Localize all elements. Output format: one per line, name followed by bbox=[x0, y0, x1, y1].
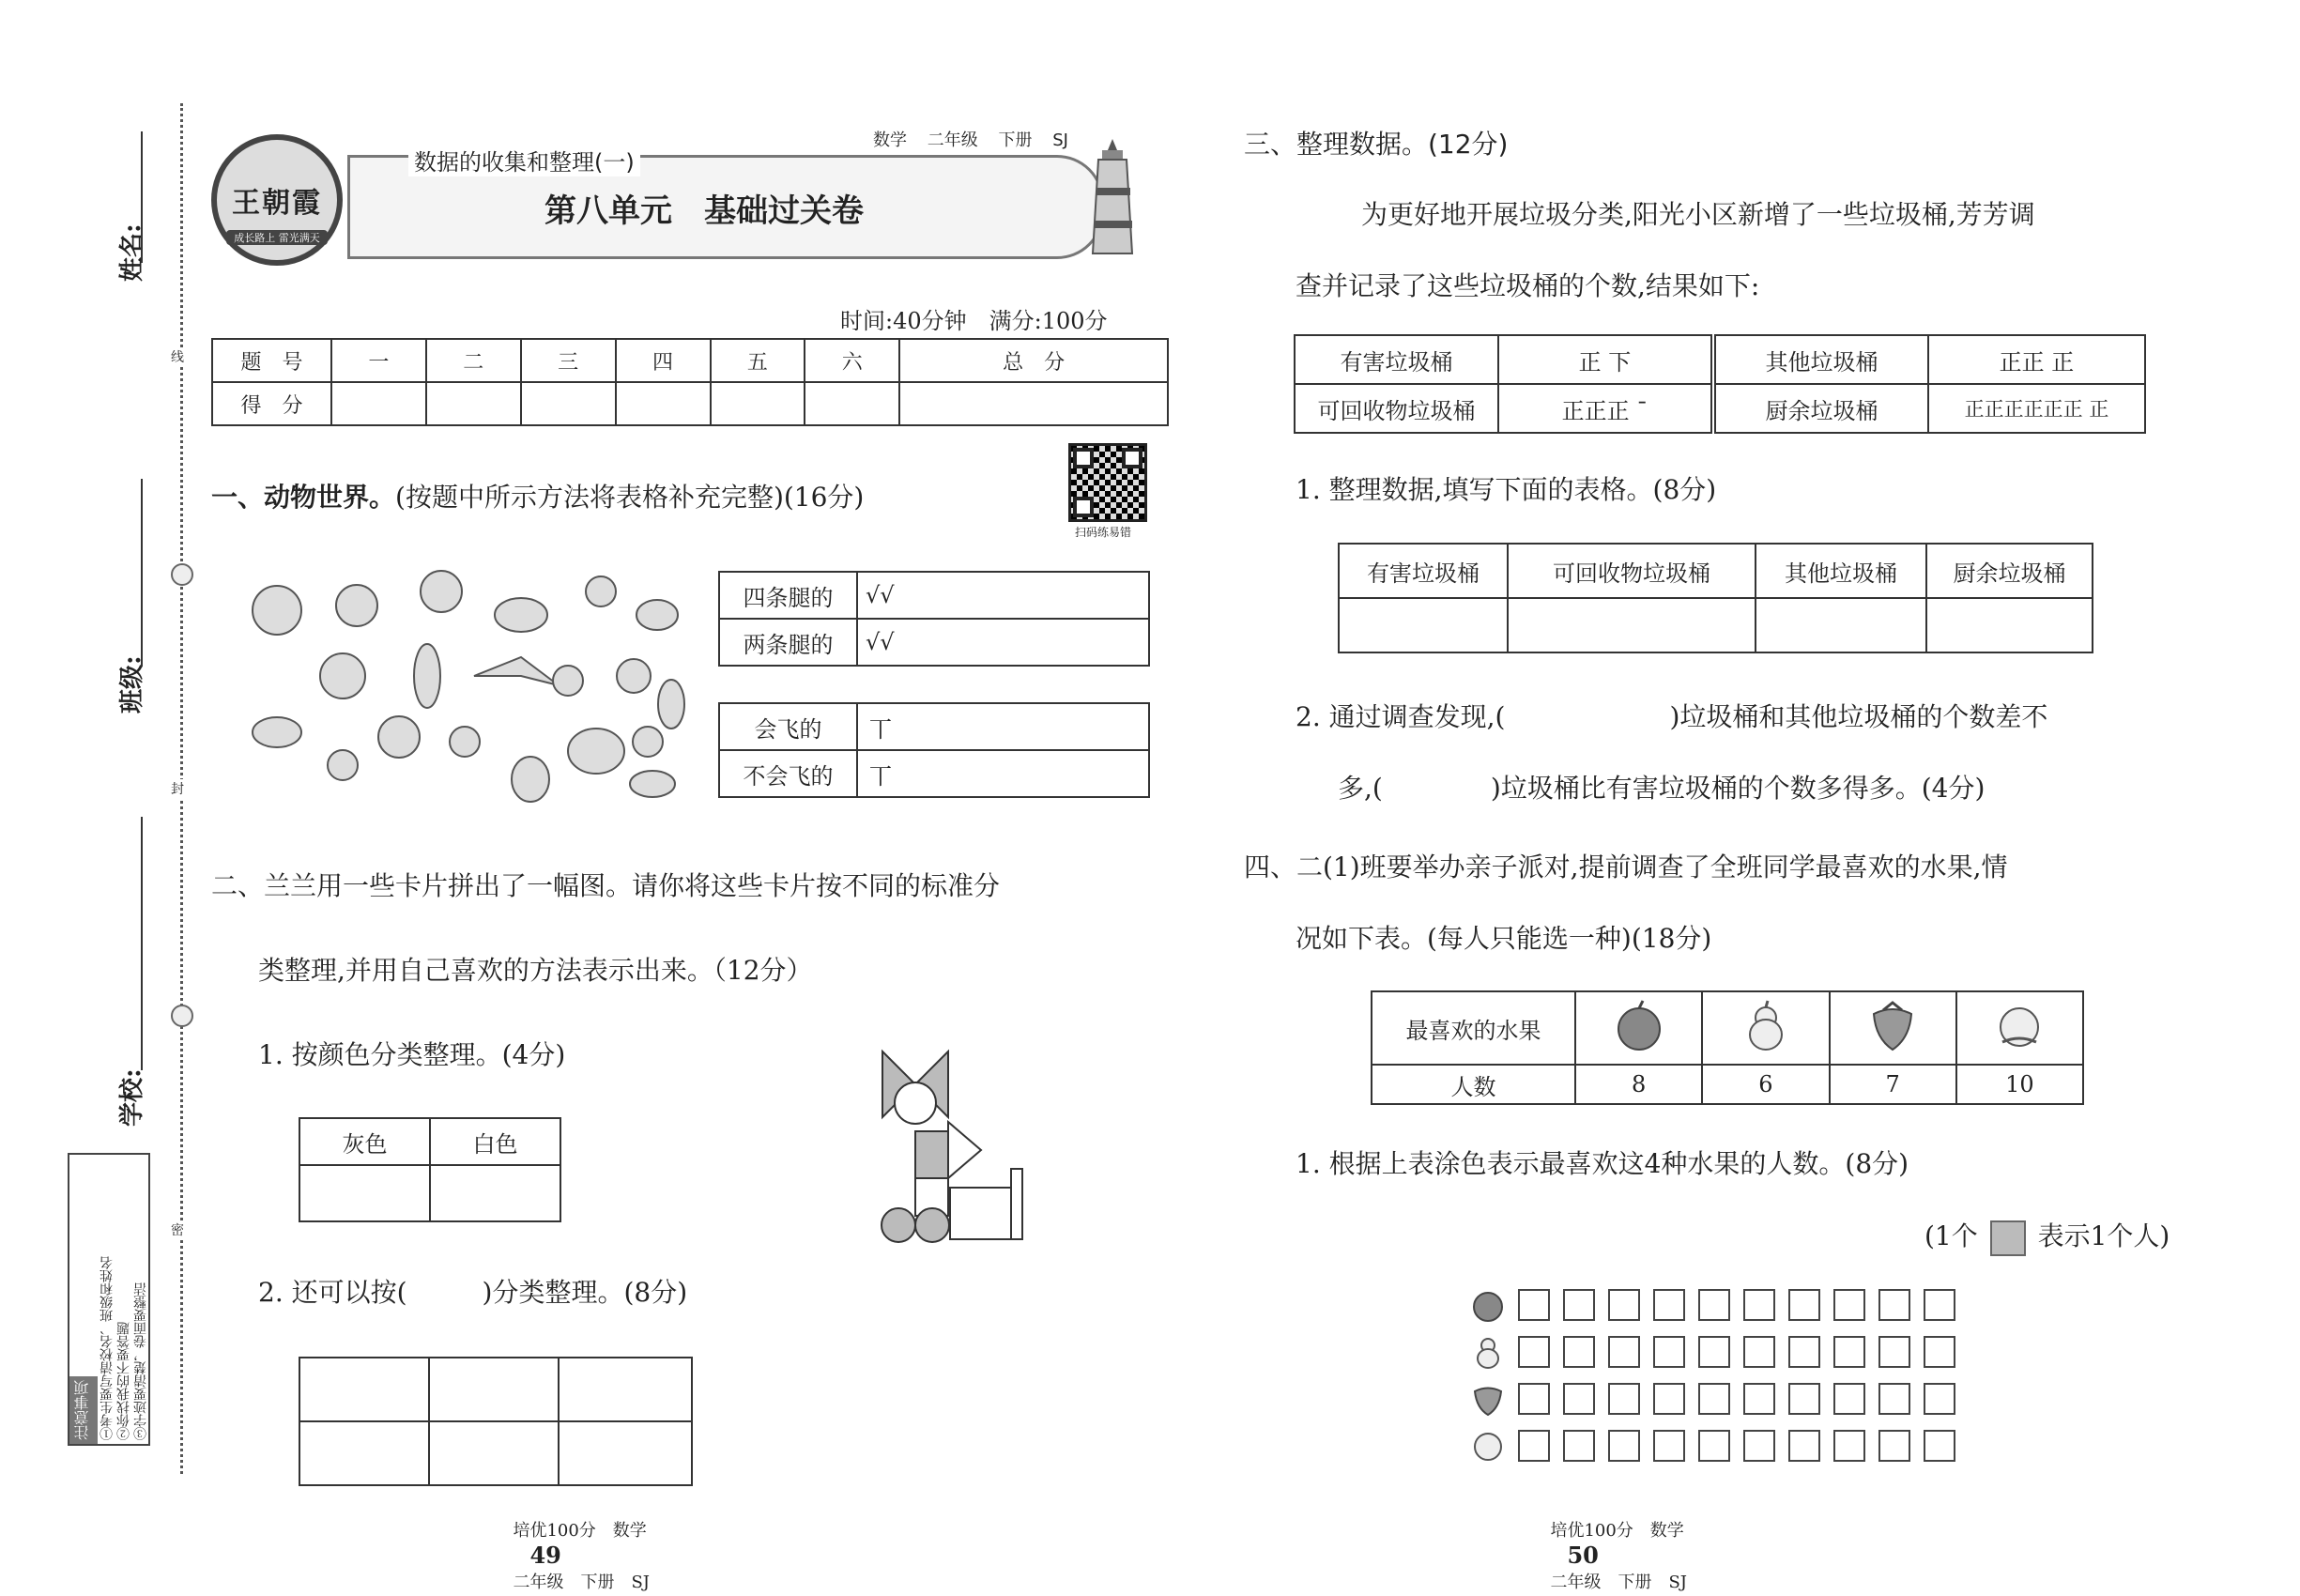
grid-cell[interactable] bbox=[1653, 1383, 1685, 1415]
grid-cell[interactable] bbox=[1698, 1383, 1730, 1415]
sort-answer-cell[interactable] bbox=[299, 1421, 429, 1485]
peach-icon bbox=[1469, 1427, 1507, 1465]
grid-cell[interactable] bbox=[1788, 1289, 1820, 1321]
q3-sub2-text-c: 多,( bbox=[1338, 773, 1383, 804]
legend-gray-square bbox=[1990, 1220, 2026, 1256]
grid-cell[interactable] bbox=[1788, 1383, 1820, 1415]
q4-title-line1: 四、二(1)班要举办亲子派对,提前调查了全班同学最喜欢的水果,情 bbox=[1244, 852, 2008, 882]
score-row-label: 得 分 bbox=[212, 382, 331, 425]
q1-heading bbox=[211, 477, 864, 514]
grid-cell[interactable] bbox=[1518, 1383, 1550, 1415]
q2-sub2-after: )分类整理。(8分) bbox=[482, 1277, 688, 1308]
pear-icon bbox=[1469, 1333, 1507, 1371]
time-and-score: 时间:40分钟 满分:100分 bbox=[840, 308, 1108, 334]
grid-cell[interactable] bbox=[1608, 1336, 1640, 1368]
legs-row-label: 两条腿的 bbox=[719, 619, 857, 666]
grid-cell[interactable] bbox=[1743, 1289, 1775, 1321]
pear-icon bbox=[1738, 997, 1794, 1053]
legs-table bbox=[718, 571, 1150, 667]
q3-sub2-text-d: )垃圾桶比有害垃圾桶的个数多得多。(4分) bbox=[1490, 773, 1986, 804]
sort-answer-cell[interactable] bbox=[429, 1358, 559, 1421]
tag-term: 下册 bbox=[998, 130, 1033, 150]
footer-right-text-b: 二年级 下册 SJ bbox=[1550, 1573, 1687, 1592]
sort-answer-cell[interactable] bbox=[299, 1358, 429, 1421]
animals-illustration bbox=[239, 554, 709, 807]
grid-cell[interactable] bbox=[1924, 1336, 1955, 1368]
fly-row-label: 会飞的 bbox=[719, 703, 857, 750]
bin-count-cell[interactable] bbox=[1926, 598, 2093, 652]
tag-subject: 数学 bbox=[873, 130, 907, 150]
count-row-label: 人数 bbox=[1372, 1065, 1575, 1104]
brand-name: 王朝霞 bbox=[232, 187, 322, 220]
grid-cell[interactable] bbox=[1698, 1430, 1730, 1462]
grid-cell[interactable] bbox=[1518, 1430, 1550, 1462]
score-header-cell: 二 bbox=[426, 339, 521, 382]
q1-title: 一、动物世界。 bbox=[211, 482, 396, 513]
notes-box bbox=[68, 1153, 150, 1446]
legs-tally[interactable]: √√ bbox=[857, 619, 1149, 666]
school-label: 学校: bbox=[118, 1068, 146, 1127]
score-input-cell[interactable] bbox=[426, 382, 521, 425]
bin-sort-table bbox=[1338, 543, 2093, 653]
tag-grade: 二年级 bbox=[927, 130, 978, 150]
tally-label: 有害垃圾桶 bbox=[1295, 335, 1498, 384]
qr-caption: 扫码练易错 bbox=[1075, 526, 1132, 539]
bin-header: 可回收物垃圾桶 bbox=[1508, 544, 1756, 598]
tally-marks: 正正正正正正 正 bbox=[1928, 384, 2145, 433]
grid-cell[interactable] bbox=[1743, 1383, 1775, 1415]
grid-cell[interactable] bbox=[1878, 1383, 1910, 1415]
q2-title-line1: 二、兰兰用一些卡片拼出了一幅图。请你将这些卡片按不同的标准分 bbox=[211, 870, 1001, 901]
grid-cell[interactable] bbox=[1653, 1336, 1685, 1368]
footer-left-text-b: 二年级 下册 SJ bbox=[513, 1573, 650, 1592]
score-input-cell[interactable] bbox=[899, 382, 1168, 425]
color-sort-table bbox=[299, 1117, 561, 1222]
score-header-cell: 总 分 bbox=[899, 339, 1168, 382]
grid-row-apple bbox=[1469, 1286, 1969, 1333]
tag-edition: SJ bbox=[1052, 130, 1068, 150]
notes-title: 注意事项 bbox=[69, 1376, 98, 1444]
cut-char-mi: 密 bbox=[171, 1220, 184, 1239]
legend-text-a: (1个 bbox=[1924, 1220, 1978, 1251]
tally-marks: 正正正 ˉ bbox=[1498, 384, 1713, 433]
grid-cell[interactable] bbox=[1698, 1289, 1730, 1321]
grid-cell[interactable] bbox=[1608, 1383, 1640, 1415]
grid-cell[interactable] bbox=[1563, 1289, 1595, 1321]
grid-cell[interactable] bbox=[1608, 1289, 1640, 1321]
grid-row-peach bbox=[1469, 1427, 1969, 1474]
count-peach: 10 bbox=[1956, 1065, 2083, 1104]
count-pear: 6 bbox=[1702, 1065, 1829, 1104]
q2-sub1: 1. 按颜色分类整理。(4分) bbox=[258, 1039, 566, 1070]
q3-sub2-text-b: )垃圾桶和其他垃圾桶的个数差不 bbox=[1669, 701, 2048, 732]
fruit-apple-cell bbox=[1575, 991, 1702, 1065]
color-header-gray: 灰色 bbox=[299, 1118, 430, 1165]
coloring-grid bbox=[1469, 1286, 1969, 1474]
tally-marks: 正 下 bbox=[1498, 335, 1713, 384]
tally-label: 可回收物垃圾桶 bbox=[1295, 384, 1498, 433]
q2-sub2-before: 2. 还可以按( bbox=[258, 1277, 407, 1308]
score-input-cell[interactable] bbox=[521, 382, 616, 425]
score-input-cell[interactable] bbox=[331, 382, 426, 425]
score-header-cell: 六 bbox=[805, 339, 899, 382]
grid-cell[interactable] bbox=[1924, 1289, 1955, 1321]
bin-header: 其他垃圾桶 bbox=[1756, 544, 1926, 598]
brand-slogan: 成长路上 雷光满天 bbox=[226, 230, 328, 245]
score-table bbox=[211, 338, 1169, 426]
footer-right bbox=[1540, 1497, 1687, 1593]
q3-sub2-line2 bbox=[1338, 768, 1985, 806]
fly-table bbox=[718, 702, 1150, 798]
color-answer-cell[interactable] bbox=[299, 1165, 430, 1221]
class-label: 班级: bbox=[118, 655, 146, 714]
note-1: ①考生要写清校名、班级和姓名 bbox=[100, 1256, 115, 1440]
count-apple: 8 bbox=[1575, 1065, 1702, 1104]
grid-legend bbox=[1924, 1216, 2170, 1256]
q2-title-line2: 类整理,并用自己喜欢的方法表示出来。（12分） bbox=[258, 955, 813, 986]
q3-sub2-line1 bbox=[1296, 697, 2047, 734]
sort-answer-cell[interactable] bbox=[429, 1421, 559, 1485]
legs-tally[interactable]: √√ bbox=[857, 572, 1149, 619]
other-sort-table bbox=[299, 1357, 693, 1486]
strawberry-icon bbox=[1469, 1380, 1507, 1418]
apple-icon bbox=[1469, 1286, 1507, 1324]
q3-intro-line1: 为更好地开展垃圾分类,阳光小区新增了一些垃圾桶,芳芳调 bbox=[1361, 199, 2035, 230]
grid-cell[interactable] bbox=[1518, 1336, 1550, 1368]
score-header-cell: 五 bbox=[711, 339, 805, 382]
q3-sub2-text-a: 2. 通过调查发现,( bbox=[1296, 701, 1506, 732]
grid-cell[interactable] bbox=[1788, 1430, 1820, 1462]
color-header-white: 白色 bbox=[430, 1118, 560, 1165]
legs-row-label: 四条腿的 bbox=[719, 572, 857, 619]
peach-icon bbox=[1991, 997, 2047, 1053]
bin-count-cell[interactable] bbox=[1508, 598, 1756, 652]
brand-logo bbox=[211, 134, 343, 266]
apple-icon bbox=[1611, 997, 1667, 1053]
grid-cell[interactable] bbox=[1518, 1289, 1550, 1321]
fruit-table bbox=[1371, 990, 2084, 1105]
fruit-row-label: 最喜欢的水果 bbox=[1372, 991, 1575, 1065]
fruit-pear-cell bbox=[1702, 991, 1829, 1065]
score-input-cell[interactable] bbox=[805, 382, 899, 425]
fruit-strawberry-cell bbox=[1830, 991, 1956, 1065]
fly-row-label: 不会飞的 bbox=[719, 750, 857, 797]
score-header-cell: 题 号 bbox=[212, 339, 331, 382]
footer-right-page: 50 bbox=[1567, 1542, 1599, 1569]
q3-sub1: 1. 整理数据,填写下面的表格。(8分) bbox=[1296, 474, 1717, 505]
score-header-cell: 四 bbox=[616, 339, 711, 382]
header-banner bbox=[207, 127, 1183, 268]
cut-char-feng: 封 bbox=[171, 779, 184, 798]
cut-char-xian: 线 bbox=[171, 347, 184, 366]
q3-title: 三、整理数据。(12分) bbox=[1244, 129, 1509, 160]
tally-marks: 正正 正 bbox=[1928, 335, 2145, 384]
footer-left-page: 49 bbox=[529, 1542, 561, 1569]
grid-cell[interactable] bbox=[1743, 1430, 1775, 1462]
fly-tally[interactable]: 丅 bbox=[857, 750, 1149, 797]
card-shapes-figure bbox=[878, 1047, 1028, 1249]
grid-cell[interactable] bbox=[1788, 1336, 1820, 1368]
name-label: 姓名: bbox=[118, 223, 146, 282]
note-3: ③字迹要清楚，卷面要整洁 bbox=[133, 1282, 148, 1440]
grid-cell[interactable] bbox=[1653, 1430, 1685, 1462]
grid-cell[interactable] bbox=[1698, 1336, 1730, 1368]
binding-margin bbox=[0, 0, 197, 1596]
sort-answer-cell[interactable] bbox=[559, 1421, 692, 1485]
grid-cell[interactable] bbox=[1563, 1336, 1595, 1368]
grid-cell[interactable] bbox=[1608, 1430, 1640, 1462]
q4-sub1: 1. 根据上表涂色表示最喜欢这4种水果的人数。(8分) bbox=[1296, 1148, 1909, 1179]
count-strawberry: 7 bbox=[1830, 1065, 1956, 1104]
footer-left bbox=[502, 1497, 650, 1593]
q2-sub2 bbox=[258, 1272, 687, 1310]
grid-cell[interactable] bbox=[1833, 1430, 1865, 1462]
grid-cell[interactable] bbox=[1878, 1289, 1910, 1321]
bin-header: 有害垃圾桶 bbox=[1339, 544, 1508, 598]
q3-intro-line2: 查并记录了这些垃圾桶的个数,结果如下: bbox=[1296, 270, 1760, 301]
subject-tags bbox=[873, 127, 1068, 151]
lighthouse-icon bbox=[1080, 131, 1145, 263]
fly-tally[interactable]: 丅 bbox=[857, 703, 1149, 750]
grid-row-pear bbox=[1469, 1333, 1969, 1380]
punch-hole bbox=[171, 563, 193, 586]
punch-hole bbox=[171, 1005, 193, 1027]
qr-code[interactable] bbox=[1068, 443, 1147, 522]
grid-cell[interactable] bbox=[1563, 1383, 1595, 1415]
grid-cell[interactable] bbox=[1833, 1383, 1865, 1415]
score-input-cell[interactable] bbox=[616, 382, 711, 425]
color-answer-cell[interactable] bbox=[430, 1165, 560, 1221]
q4-title-line2: 况如下表。(每人只能选一种)(18分) bbox=[1296, 923, 1712, 954]
school-field-line[interactable] bbox=[141, 817, 143, 1070]
grid-cell[interactable] bbox=[1653, 1289, 1685, 1321]
score-input-cell[interactable] bbox=[711, 382, 805, 425]
grid-cell[interactable] bbox=[1924, 1383, 1955, 1415]
sort-answer-cell[interactable] bbox=[559, 1358, 692, 1421]
footer-left-text-a: 培优100分 数学 bbox=[513, 1521, 647, 1541]
grid-cell[interactable] bbox=[1878, 1336, 1910, 1368]
name-field-line[interactable] bbox=[141, 131, 143, 263]
grid-cell[interactable] bbox=[1833, 1289, 1865, 1321]
score-header-cell: 三 bbox=[521, 339, 616, 382]
grid-cell[interactable] bbox=[1833, 1336, 1865, 1368]
page-title: 第八单元 基础过关卷 bbox=[544, 192, 864, 230]
bin-count-cell[interactable] bbox=[1756, 598, 1926, 652]
q1-desc: (按题中所示方法将表格补充完整)(16分) bbox=[395, 482, 865, 513]
fruit-peach-cell bbox=[1956, 991, 2083, 1065]
grid-cell[interactable] bbox=[1924, 1430, 1955, 1462]
tally-table bbox=[1294, 334, 2146, 434]
bin-header: 厨余垃圾桶 bbox=[1926, 544, 2093, 598]
bin-count-cell[interactable] bbox=[1339, 598, 1508, 652]
grid-cell[interactable] bbox=[1878, 1430, 1910, 1462]
class-field-line[interactable] bbox=[141, 479, 143, 667]
unit-subtitle: 数据的收集和整理(一) bbox=[408, 144, 640, 176]
grid-cell[interactable] bbox=[1563, 1430, 1595, 1462]
tally-label: 其他垃圾桶 bbox=[1713, 335, 1928, 384]
strawberry-icon bbox=[1864, 997, 1921, 1053]
grid-cell[interactable] bbox=[1743, 1336, 1775, 1368]
footer-right-text-a: 培优100分 数学 bbox=[1550, 1521, 1684, 1541]
grid-row-strawberry bbox=[1469, 1380, 1969, 1427]
note-2: ②你找我的不要答题 bbox=[116, 1322, 131, 1440]
tally-label: 厨余垃圾桶 bbox=[1713, 384, 1928, 433]
legend-text-b: 表示1个人) bbox=[2037, 1220, 2170, 1251]
score-header-cell: 一 bbox=[331, 339, 426, 382]
